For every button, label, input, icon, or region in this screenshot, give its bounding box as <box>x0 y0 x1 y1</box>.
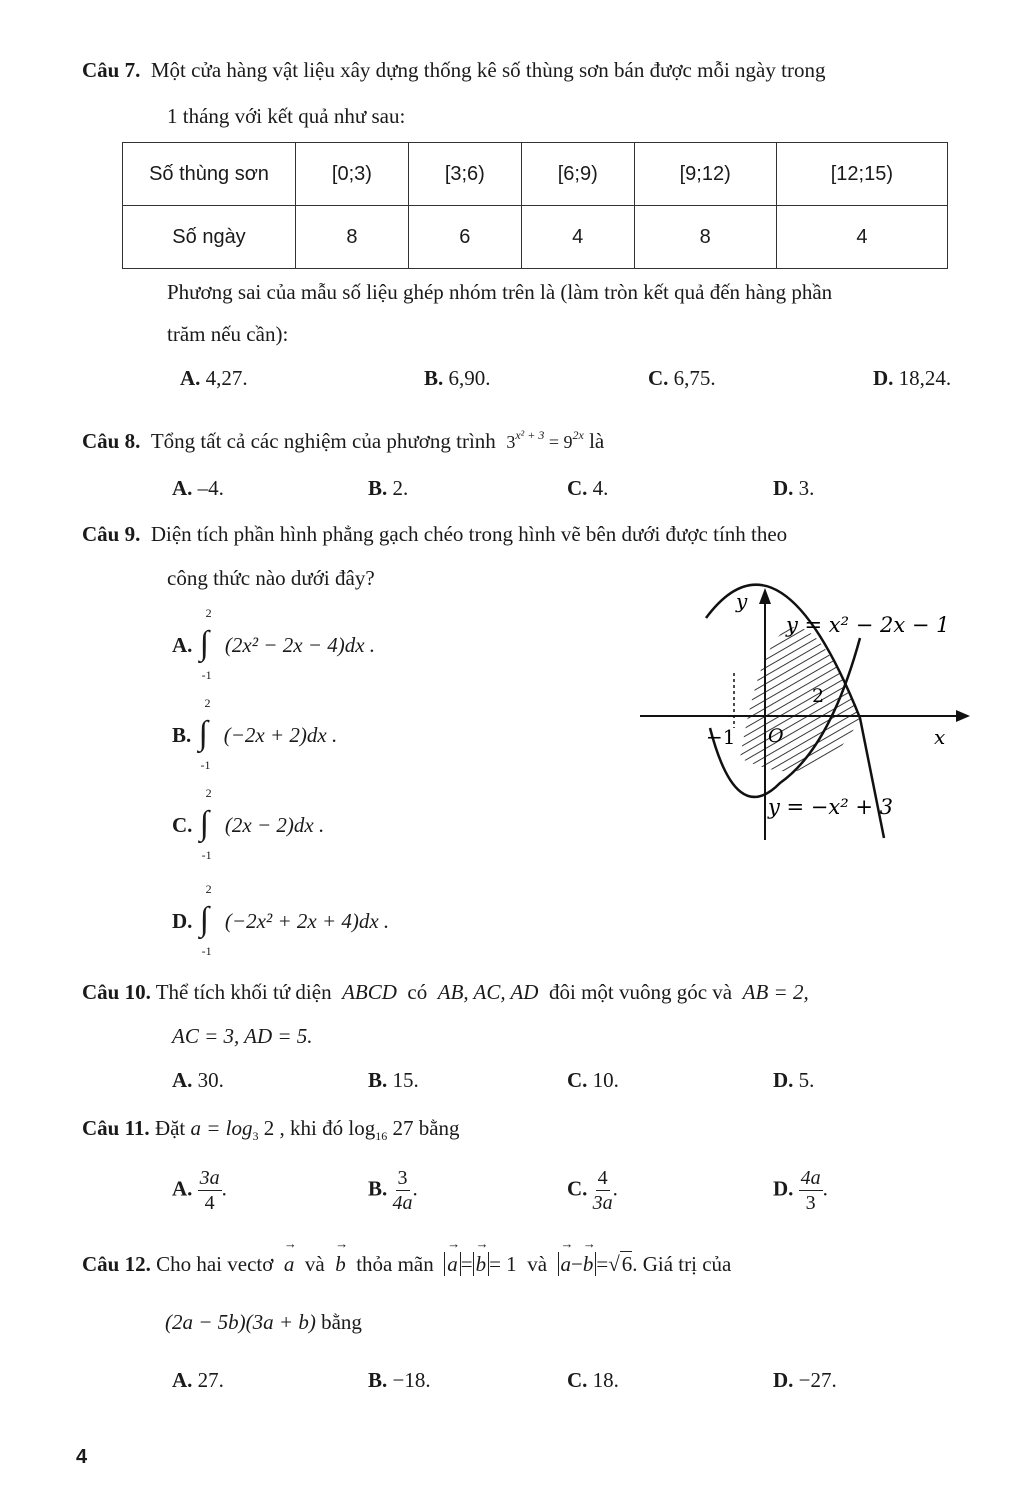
q9-option-d[interactable]: D. ∫ 2 -1 (−2x² + 2x + 4)dx . <box>172 882 390 958</box>
q11-option-a[interactable]: A. $\frac{3a}{4}$ . <box>172 1167 227 1214</box>
q9-option-c[interactable]: C. ∫ 2 -1 (2x − 2)dx . <box>172 786 325 862</box>
q7-line2: 1 tháng với kết quả như sau: <box>167 104 406 128</box>
y-axis-label: y <box>736 589 748 613</box>
q8-stem: Câu 8. Tổng tất cả các nghiệm của phương trình $3^{x^2 + 3} = 9^{2x}$ là <box>82 428 605 453</box>
integral-sign: ∫ 2 -1 <box>198 696 211 772</box>
q8-number: Câu 8. <box>82 429 141 453</box>
q8-text: Tổng tất cả các nghiệm của phương trình <box>150 429 496 453</box>
q9-option-b[interactable]: B. ∫ 2 -1 (−2x + 2)dx . <box>172 696 338 772</box>
q10-number: Câu 10. <box>82 980 151 1004</box>
integral-sign: ∫ 2 -1 <box>199 786 212 862</box>
q10-option-d[interactable]: D. 5. <box>773 1068 815 1092</box>
q7-text1: Một cửa hàng vật liệu xây dựng thống kê số thùng sơn bán được mỗi ngày trong <box>150 58 826 82</box>
page-number: 4 <box>76 1446 88 1468</box>
q9-number: Câu 9. <box>82 522 141 546</box>
table-cell: 8 <box>296 206 409 269</box>
q9-option-a[interactable]: A. ∫ 2 -1 (2x² − 2x − 4)dx . <box>172 606 376 682</box>
table-row-header: Số thùng sơn <box>123 143 296 206</box>
q11-stem: Câu 11. Đặt $a = \log_3 2$ , khi đó $\log_{16} 27$ bằng <box>82 1116 460 1143</box>
q12-line1: Câu 12. Cho hai vectơ → a và → b thỏa mãn → a =→ b = 1 và → a−→ b =√6. Giá trị của <box>82 1252 731 1277</box>
table-row <box>123 143 948 206</box>
q10-option-a[interactable]: A. 30. <box>172 1068 224 1092</box>
tick-label-minus1: −1 <box>706 725 736 749</box>
q8-option-c[interactable]: C. 4. <box>567 476 609 500</box>
origin-label: O <box>768 725 784 747</box>
q12-number: Câu 12. <box>82 1252 151 1276</box>
curve1-label: y = x² − 2x − 1 <box>786 613 950 637</box>
q12-option-c[interactable]: C. 18. <box>567 1368 619 1392</box>
q9-line2: công thức nào dưới đây? <box>167 566 375 590</box>
q8-equation: $3^{x^2 + 3} = 9^{2x}$ <box>506 428 584 452</box>
q11-option-d[interactable]: D. $\frac{4a}{3}$ . <box>773 1167 828 1214</box>
q7-line1 <box>82 58 825 83</box>
q7-option-b[interactable]: B. 6,90. <box>424 366 491 390</box>
integral-sign: ∫ 2 -1 <box>199 882 212 958</box>
integral-sign: ∫ 2 -1 <box>199 606 212 682</box>
x-axis-label: x <box>934 725 946 749</box>
q7-option-a[interactable]: A. 4,27. <box>180 366 248 390</box>
q11-option-b[interactable]: B. $\frac{3}{4a}$ . <box>368 1167 418 1214</box>
table-cell: 8 <box>634 206 776 269</box>
table-cell: [6;9) <box>521 143 634 206</box>
q7-question-line1: Phương sai của mẫu số liệu ghép nhóm trên là (làm tròn kết quả đến hàng phần <box>167 280 833 304</box>
frequency-table <box>122 142 948 269</box>
table-cell: [3;6) <box>408 143 521 206</box>
q7-question-line2: trăm nếu cần): <box>167 322 289 346</box>
x-axis-arrow <box>956 710 970 722</box>
q7-number: Câu 7. <box>82 58 141 82</box>
q12-line2: (2a − 5b)(3a + b) bằng <box>165 1310 362 1334</box>
q10-option-c[interactable]: C. 10. <box>567 1068 619 1092</box>
shaded-region <box>740 627 860 771</box>
table-cell: 4 <box>776 206 947 269</box>
q10-line1: Câu 10. Thể tích khối tứ diện ABCD có AB, AC, AD đôi một vuông góc và AB = 2, <box>82 980 809 1004</box>
table-cell: 4 <box>521 206 634 269</box>
q12-option-d[interactable]: D. −27. <box>773 1368 837 1392</box>
q12-option-b[interactable]: B. −18. <box>368 1368 431 1392</box>
q10-option-b[interactable]: B. 15. <box>368 1068 419 1092</box>
tick-label-2: 2 <box>812 685 825 707</box>
curve2-label: y = −x² + 3 <box>768 795 893 819</box>
y-axis-arrow <box>759 588 771 604</box>
q12-option-a[interactable]: A. 27. <box>172 1368 224 1392</box>
table-cell: [9;12) <box>634 143 776 206</box>
table-cell: [12;15) <box>776 143 947 206</box>
table-cell: 6 <box>408 206 521 269</box>
q7-option-d[interactable]: D. 18,24. <box>873 366 952 390</box>
q10-line2: AC = 3, AD = 5. <box>172 1024 313 1048</box>
q11-option-c[interactable]: C. $\frac{4}{3a}$ . <box>567 1167 618 1214</box>
q8-option-a[interactable]: A. –4. <box>172 476 224 500</box>
vector-a: → a <box>284 1252 295 1277</box>
q9-graph <box>640 578 980 848</box>
table-row <box>123 206 948 269</box>
table-row-header: Số ngày <box>123 206 296 269</box>
q8-option-d[interactable]: D. 3. <box>773 476 815 500</box>
q11-number: Câu 11. <box>82 1116 150 1140</box>
vector-b: → b <box>335 1252 346 1277</box>
q9-line1: Câu 9. Diện tích phần hình phẳng gạch chéo trong hình vẽ bên dưới được tính theo <box>82 522 788 546</box>
table-cell: [0;3) <box>296 143 409 206</box>
q7-option-c[interactable]: C. 6,75. <box>648 366 716 390</box>
q8-option-b[interactable]: B. 2. <box>368 476 409 500</box>
